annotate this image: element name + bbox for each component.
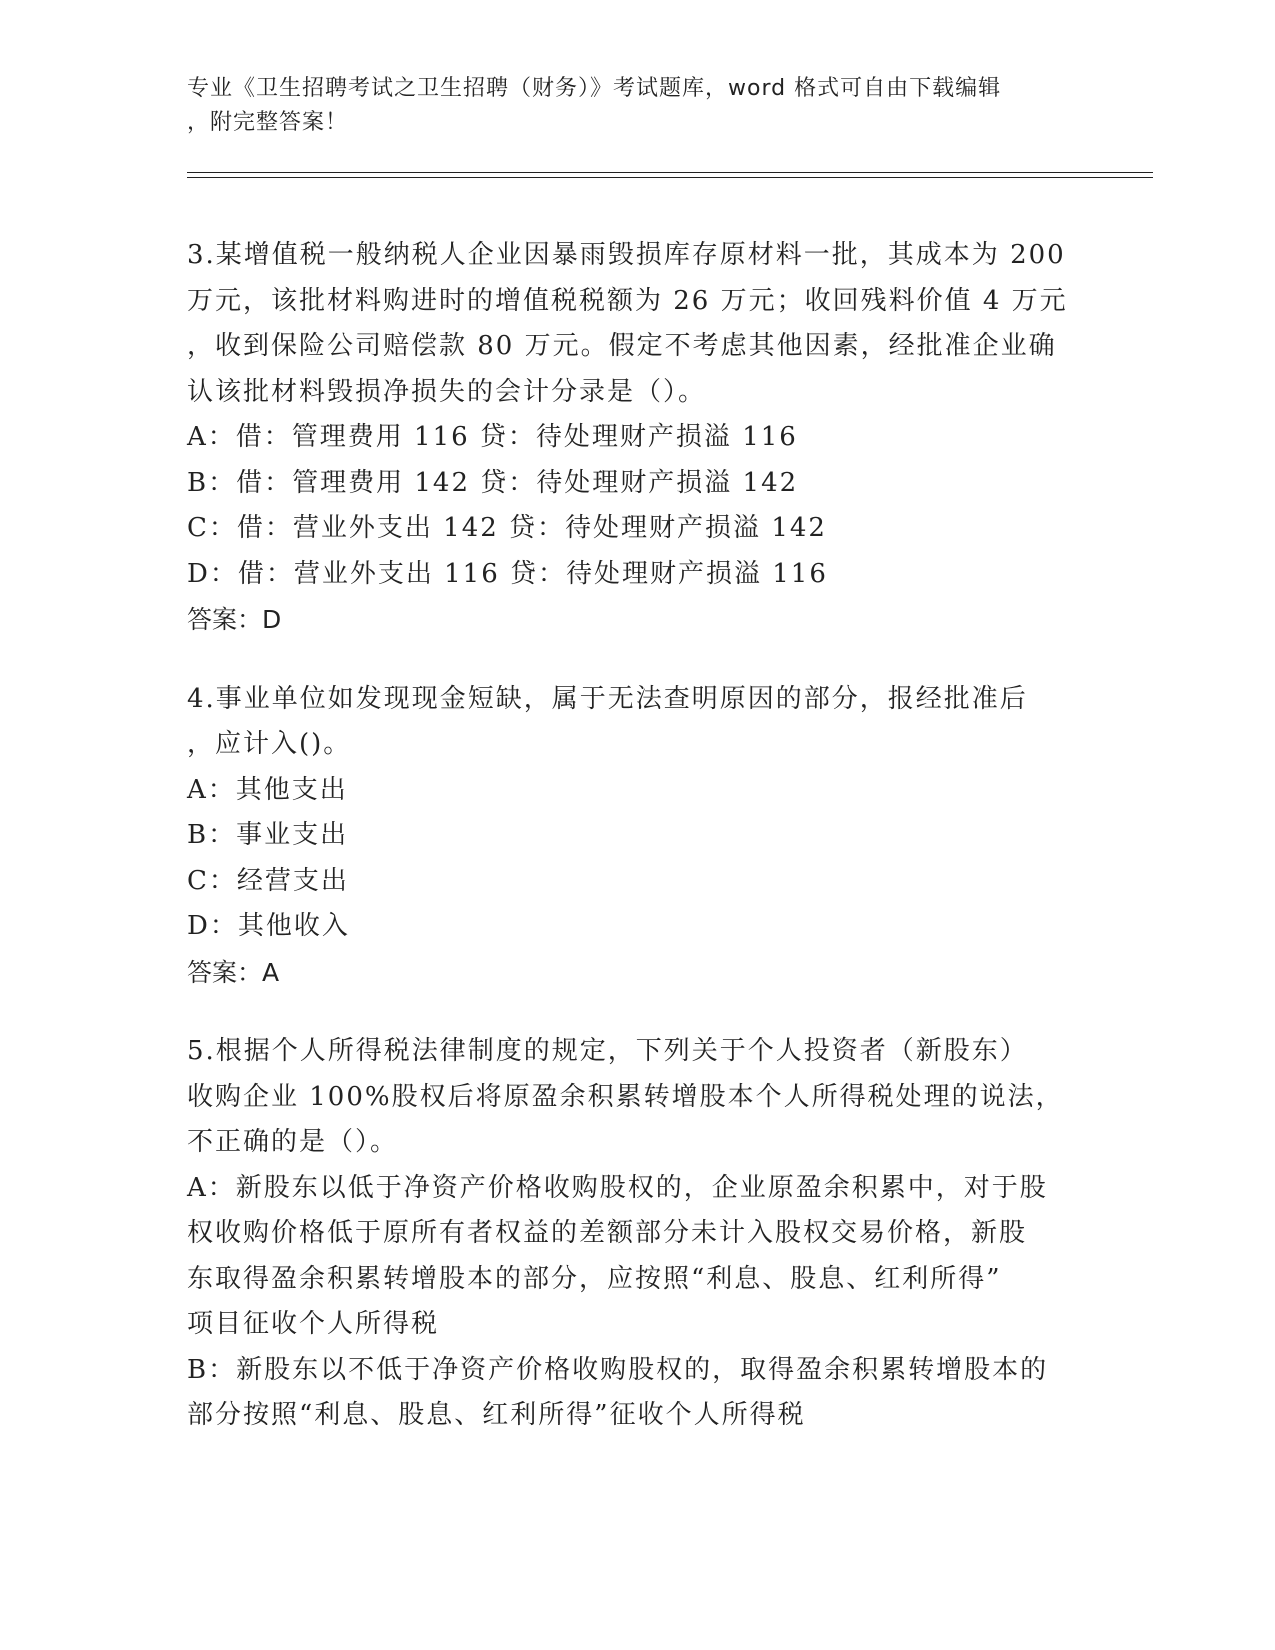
- question-text-line: 4.事业单位如发现现金短缺，属于无法查明原因的部分，报经批准后: [187, 683, 1028, 714]
- question-text-line: 3.某增值税一般纳税人企业因暴雨毁损库存原材料一批，其成本为 200: [187, 240, 1066, 270]
- option-c: C：借：营业外支出 142 贷：待处理财产损溢 142: [187, 513, 827, 543]
- header-line-1: 专业《卫生招聘考试之卫生招聘（财务）》考试题库，word 格式可自由下载编辑: [187, 76, 1002, 101]
- option-a-line: 项目征收个人所得税: [187, 1309, 440, 1339]
- option-a-line: 东取得盈余积累转增股本的部分，应按照“利息、股息、红利所得”: [187, 1263, 1002, 1294]
- option-a-line: 权收购价格低于原所有者权益的差额部分未计入股权交易价格，新股: [187, 1218, 1028, 1248]
- question-text-line: 收购企业 100%股权后将原盈余积累转增股本个人所得税处理的说法，: [187, 1081, 1064, 1112]
- option-d: D：其他收入: [187, 911, 350, 941]
- question-list: [187, 233, 1087, 1473]
- question-text-line: 万元，该批材料购进时的增值税税额为 26 万元；收回残料价值 4 万元: [187, 285, 1068, 316]
- question-text-line: ，收到保险公司赔偿款 80 万元。假定不考虑其他因素，经批准企业确: [187, 331, 1057, 361]
- option-a: A：其他支出: [187, 774, 348, 805]
- option-b-line: 部分按照“利息、股息、红利所得”征收个人所得税: [187, 1400, 806, 1430]
- option-a-line: A：新股东以低于净资产价格收购股权的，企业原盈余积累中，对于股: [187, 1172, 1048, 1203]
- answer-label: 答案：D: [187, 605, 282, 634]
- question-5: [187, 1029, 1087, 1439]
- option-b-line: B：新股东以不低于净资产价格收购股权的，取得盈余积累转增股本的: [187, 1354, 1049, 1385]
- document-header: [187, 72, 1087, 140]
- header-divider-top: [187, 172, 1153, 173]
- question-text-line: 认该批材料毁损净损失的会计分录是（）。: [187, 376, 707, 407]
- question-text-line: 不正确的是（）。: [187, 1127, 399, 1157]
- question-text-line: 5.根据个人所得税法律制度的规定，下列关于个人投资者（新股东）: [187, 1036, 1028, 1066]
- question-text-line: ，应计入()。: [187, 729, 352, 759]
- option-b: B：借：管理费用 142 贷：待处理财产损溢 142: [187, 467, 799, 498]
- answer-label: 答案：A: [187, 957, 280, 987]
- option-d: D：借：营业外支出 116 贷：待处理财产损溢 116: [187, 558, 828, 589]
- option-c: C：经营支出: [187, 865, 349, 896]
- question-3: [187, 233, 1087, 643]
- option-b: B：事业支出: [187, 820, 349, 850]
- option-a: A：借：管理费用 116 贷：待处理财产损溢 116: [187, 422, 798, 452]
- question-4: [187, 677, 1087, 996]
- header-line-2: ，附完整答案！: [187, 110, 349, 135]
- header-divider-bottom: [187, 177, 1153, 178]
